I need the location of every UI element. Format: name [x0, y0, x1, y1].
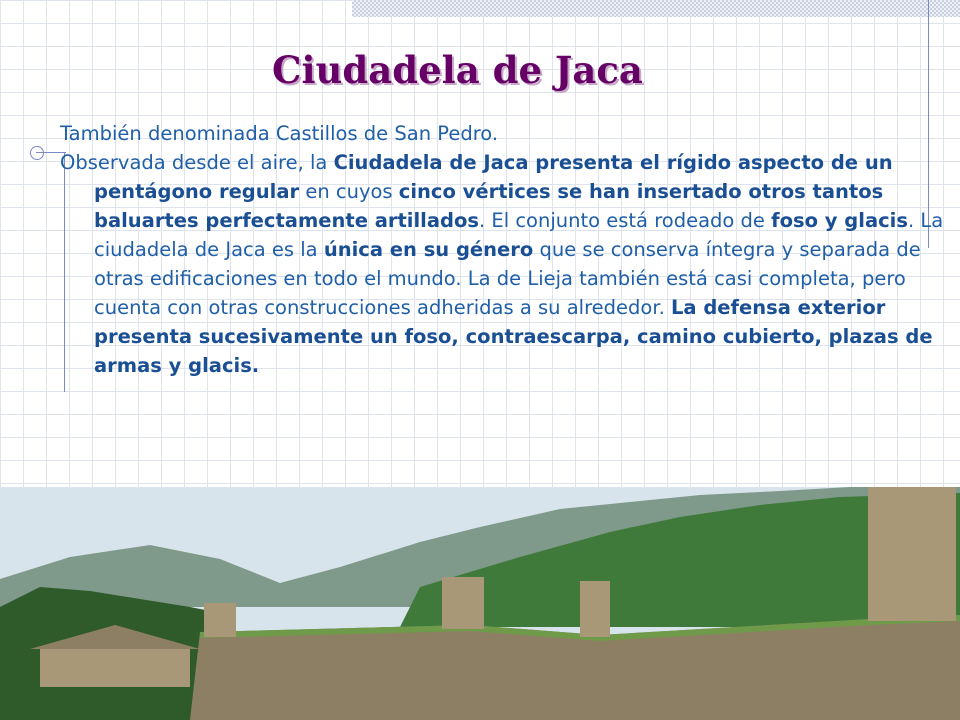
paragraph-segment: Observada desde el aire, la	[60, 151, 334, 174]
photo-tower-4	[580, 581, 610, 637]
decorative-circle	[30, 146, 44, 160]
paragraph-segment: . La ciudadela de Jaca es la	[94, 209, 944, 261]
paragraph-segment: . El conjunto está rodeado de	[478, 209, 772, 232]
paragraph-segment: en cuyos	[299, 180, 399, 203]
paragraph-segment: que se conserva íntegra y separada de otras edificaciones en todo el mundo. La de Lieja también está casi completa, pero cuenta con otras construcciones adheridas a su alrededor.	[94, 238, 921, 319]
slide-title: Ciudadela de Jaca	[272, 48, 643, 92]
subtitle-line: También denominada Castillos de San Pedro.	[60, 122, 499, 145]
slide-body	[60, 119, 948, 380]
paragraph-bold-segment: Ciudadela de Jaca presenta el rígido aspecto de un pentágono regular	[94, 151, 893, 203]
photo-house	[40, 647, 190, 687]
corner-pattern	[352, 0, 960, 17]
paragraph-bold-segment: única en su género	[323, 238, 534, 261]
paragraph-bold-segment: cinco vértices se han insertado otros tantos baluartes perfectamente artillados	[94, 180, 884, 232]
paragraph-bold-segment: foso y glacis	[771, 209, 908, 232]
citadel-photo	[0, 487, 960, 720]
paragraph-bold-segment: La defensa exterior presenta sucesivamente un foso, contraescarpa, camino cubierto, plazas de armas y glacis.	[94, 296, 933, 377]
main-paragraph	[60, 148, 948, 380]
photo-tower-1	[204, 603, 236, 637]
photo-tower-3	[868, 487, 956, 621]
photo-tower-2	[442, 577, 484, 629]
